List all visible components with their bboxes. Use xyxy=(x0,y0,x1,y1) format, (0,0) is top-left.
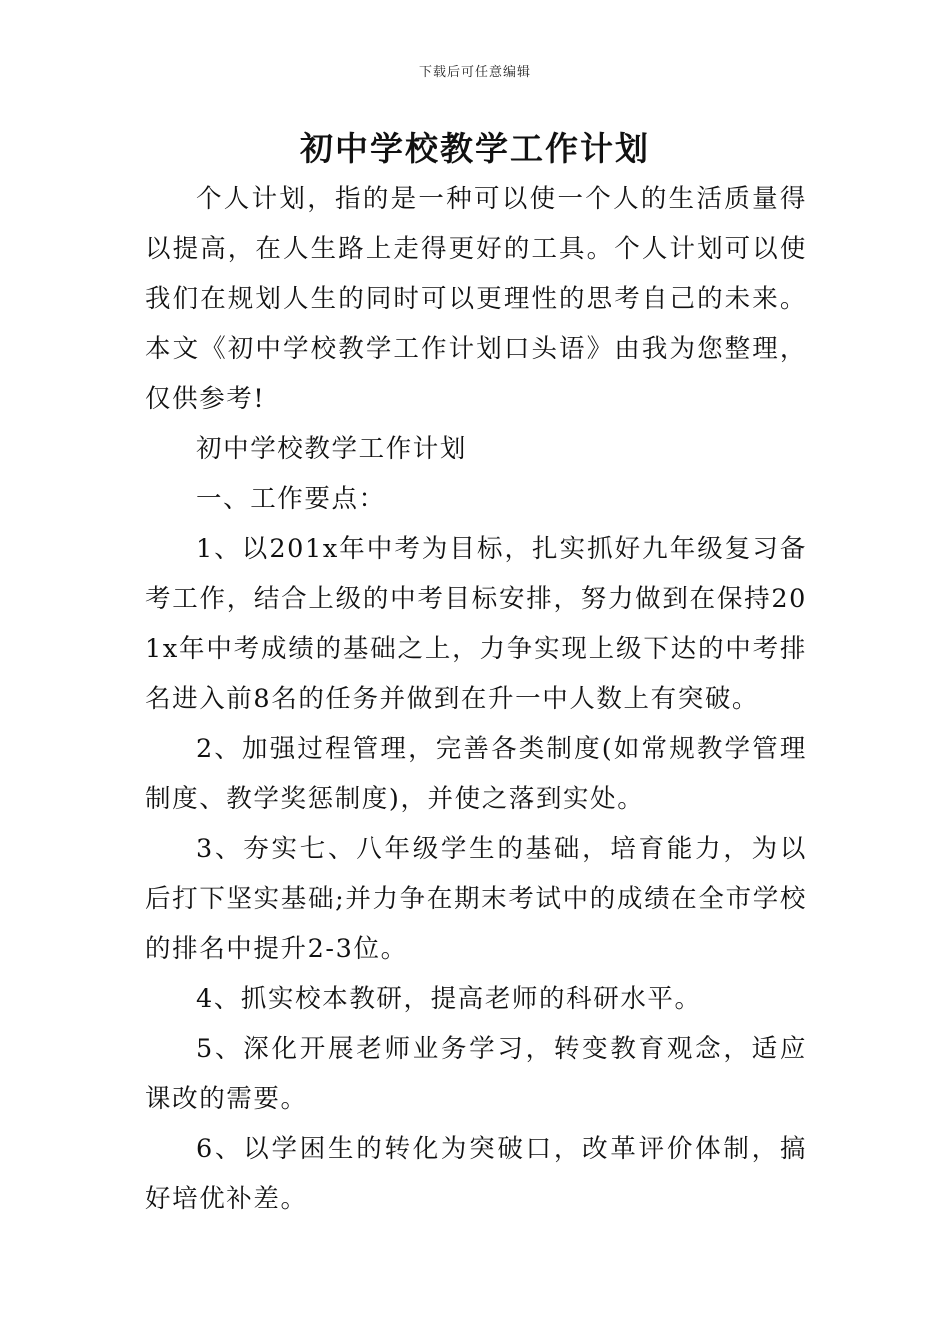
section-heading: 初中学校教学工作计划 xyxy=(196,434,468,464)
document-body xyxy=(145,174,807,1224)
point-2: 2、加强过程管理，完善各类制度(如常规教学管理制度、教学奖惩制度)，并使之落到实处。 xyxy=(145,734,807,814)
point-1: 1、以201x年中考为目标，扎实抓好九年级复习备考工作，结合上级的中考目标安排，努力做到在保持201x年中考成绩的基础之上，力争实现上级下达的中考排名进入前8名的任务并做到在升一中人数上有突破。 xyxy=(145,534,807,714)
point-4: 4、抓实校本教研，提高老师的科研水平。 xyxy=(196,984,702,1014)
point-6: 6、以学困生的转化为突破口，改革评价体制，搞好培优补差。 xyxy=(145,1134,807,1214)
header-note: 下载后可任意编辑 xyxy=(418,65,531,80)
point-5: 5、深化开展老师业务学习，转变教育观念，适应课改的需要。 xyxy=(145,1034,807,1114)
work-points-heading: 一、工作要点： xyxy=(196,484,386,514)
document-title: 初中学校教学工作计划 xyxy=(300,129,650,168)
point-3: 3、夯实七、八年级学生的基础，培育能力，为以后打下坚实基础;并力争在期末考试中的成绩在全市学校的排名中提升2-3位。 xyxy=(145,834,807,964)
intro-paragraph: 个人计划，指的是一种可以使一个人的生活质量得以提高，在人生路上走得更好的工具。个人计划可以使我们在规划人生的同时可以更理性的思考自己的未来。本文《初中学校教学工作计划口头语》由我为您整理，仅供参考! xyxy=(145,184,807,414)
